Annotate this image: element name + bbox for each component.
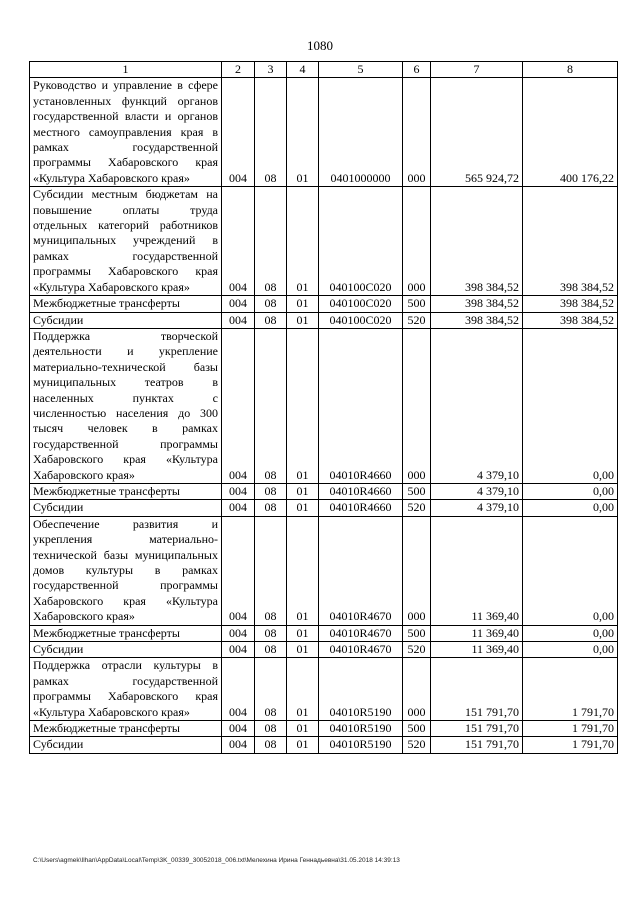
row-c2-cell: 004 (222, 78, 255, 187)
row-c7-cell: 151 791,70 (431, 737, 523, 753)
row-c4-cell: 01 (287, 328, 319, 483)
row-name-cell: Межбюджетные трансферты (30, 625, 222, 641)
row-c5-cell: 04010R5190 (319, 721, 403, 737)
page-number: 1080 (307, 38, 333, 53)
header-cell: 4 (287, 62, 319, 78)
row-c7-cell: 11 369,40 (431, 516, 523, 625)
row-c6-cell: 520 (403, 737, 431, 753)
row-c2-cell: 004 (222, 328, 255, 483)
row-c5-cell: 04010R5190 (319, 658, 403, 721)
row-c5-cell: 04010R4670 (319, 642, 403, 658)
table-row (30, 78, 618, 187)
row-c7-cell: 398 384,52 (431, 296, 523, 312)
row-c7-cell: 11 369,40 (431, 642, 523, 658)
table-row (30, 187, 618, 296)
row-name-cell: Обеспечение развития и укрепления материально-технической базы муниципальных домов культуры в рамках государственной программы Хабаровского края «Культура Хабаровского края» (30, 516, 222, 625)
header-cell: 2 (222, 62, 255, 78)
row-c2-cell: 004 (222, 500, 255, 516)
table-row (30, 737, 618, 753)
row-c2-cell: 004 (222, 658, 255, 721)
row-c4-cell: 01 (287, 658, 319, 721)
row-c8-cell: 1 791,70 (523, 658, 618, 721)
table-row (30, 642, 618, 658)
row-c3-cell: 08 (255, 500, 287, 516)
row-name-cell: Руководство и управление в сфере установленных функций органов государственной власти и органов местного самоуправления края в рамках государственной программы Хабаровского края «Культура Хабаровского края» (30, 78, 222, 187)
row-c3-cell: 08 (255, 328, 287, 483)
row-c2-cell: 004 (222, 296, 255, 312)
row-c3-cell: 08 (255, 296, 287, 312)
row-name-cell: Субсидии (30, 312, 222, 328)
table-row (30, 516, 618, 625)
row-c8-cell: 0,00 (523, 642, 618, 658)
row-c4-cell: 01 (287, 296, 319, 312)
row-c7-cell: 398 384,52 (431, 187, 523, 296)
row-name-cell: Межбюджетные трансферты (30, 721, 222, 737)
row-name-cell: Субсидии местным бюджетам на повышение оплаты труда отдельных категорий работников муниципальных учреждений в рамках государственной программы Хабаровского края «Культура Хабаровского края» (30, 187, 222, 296)
row-c5-cell: 0401000000 (319, 78, 403, 187)
row-c4-cell: 01 (287, 78, 319, 187)
row-c5-cell: 04010R4670 (319, 516, 403, 625)
row-name-cell: Межбюджетные трансферты (30, 296, 222, 312)
row-c4-cell: 01 (287, 737, 319, 753)
row-c6-cell: 000 (403, 78, 431, 187)
row-c2-cell: 004 (222, 516, 255, 625)
row-c6-cell: 500 (403, 721, 431, 737)
table-row (30, 328, 618, 483)
header-cell: 6 (403, 62, 431, 78)
table-row (30, 625, 618, 641)
row-c2-cell: 004 (222, 312, 255, 328)
row-c3-cell: 08 (255, 516, 287, 625)
row-c6-cell: 520 (403, 312, 431, 328)
row-c7-cell: 151 791,70 (431, 658, 523, 721)
row-name-cell: Субсидии (30, 642, 222, 658)
table-row (30, 721, 618, 737)
row-c6-cell: 000 (403, 516, 431, 625)
row-c4-cell: 01 (287, 187, 319, 296)
row-c6-cell: 000 (403, 187, 431, 296)
row-c7-cell: 4 379,10 (431, 328, 523, 483)
row-c6-cell: 500 (403, 296, 431, 312)
row-c8-cell: 0,00 (523, 625, 618, 641)
row-c4-cell: 01 (287, 516, 319, 625)
header-cell: 5 (319, 62, 403, 78)
row-c3-cell: 08 (255, 483, 287, 499)
footer-path: C:\Users\agmek\Ilhan\AppData\Local\Temp\3K_00339_30052018_006.txt\Мелехина Ирина Геннадьевна\31.05.2018 14:39:13 (33, 857, 400, 864)
row-c5-cell: 040100С020 (319, 187, 403, 296)
row-c4-cell: 01 (287, 500, 319, 516)
row-c8-cell: 398 384,52 (523, 296, 618, 312)
row-c8-cell: 0,00 (523, 500, 618, 516)
row-c5-cell: 04010R4660 (319, 500, 403, 516)
header-row (30, 62, 618, 78)
table-row (30, 658, 618, 721)
row-c4-cell: 01 (287, 312, 319, 328)
row-name-cell: Поддержка творческой деятельности и укрепление материально-технической базы муниципальных театров в населенных пунктах с численностью населения до 300 тысяч человек в рамках государственной программы Хабаровского края «Культура Хабаровского края» (30, 328, 222, 483)
row-c6-cell: 000 (403, 658, 431, 721)
row-c4-cell: 01 (287, 625, 319, 641)
budget-table (29, 61, 618, 754)
row-c3-cell: 08 (255, 642, 287, 658)
row-c2-cell: 004 (222, 625, 255, 641)
table-row (30, 296, 618, 312)
row-c3-cell: 08 (255, 721, 287, 737)
row-c5-cell: 04010R5190 (319, 737, 403, 753)
row-c6-cell: 520 (403, 642, 431, 658)
row-c5-cell: 040100С020 (319, 296, 403, 312)
row-c8-cell: 0,00 (523, 516, 618, 625)
row-name-cell: Субсидии (30, 500, 222, 516)
row-c4-cell: 01 (287, 642, 319, 658)
row-c3-cell: 08 (255, 737, 287, 753)
row-c7-cell: 11 369,40 (431, 625, 523, 641)
row-c2-cell: 004 (222, 642, 255, 658)
row-c3-cell: 08 (255, 187, 287, 296)
row-c3-cell: 08 (255, 625, 287, 641)
row-c2-cell: 004 (222, 187, 255, 296)
row-c8-cell: 1 791,70 (523, 721, 618, 737)
row-c6-cell: 500 (403, 483, 431, 499)
header-cell: 8 (523, 62, 618, 78)
row-c2-cell: 004 (222, 721, 255, 737)
table-row (30, 500, 618, 516)
row-c3-cell: 08 (255, 78, 287, 187)
table-row (30, 483, 618, 499)
row-c8-cell: 0,00 (523, 328, 618, 483)
row-name-cell: Поддержка отрасли культуры в рамках государственной программы Хабаровского края «Культура Хабаровского края» (30, 658, 222, 721)
row-c4-cell: 01 (287, 483, 319, 499)
row-c6-cell: 000 (403, 328, 431, 483)
row-c7-cell: 151 791,70 (431, 721, 523, 737)
row-c8-cell: 0,00 (523, 483, 618, 499)
row-c7-cell: 398 384,52 (431, 312, 523, 328)
row-c8-cell: 398 384,52 (523, 187, 618, 296)
row-c3-cell: 08 (255, 658, 287, 721)
row-c4-cell: 01 (287, 721, 319, 737)
row-c5-cell: 04010R4660 (319, 483, 403, 499)
table-body (30, 78, 618, 753)
row-c5-cell: 04010R4670 (319, 625, 403, 641)
row-c6-cell: 520 (403, 500, 431, 516)
row-c2-cell: 004 (222, 737, 255, 753)
row-c8-cell: 400 176,22 (523, 78, 618, 187)
row-c6-cell: 500 (403, 625, 431, 641)
header-cell: 3 (255, 62, 287, 78)
row-c7-cell: 4 379,10 (431, 483, 523, 499)
row-c8-cell: 1 791,70 (523, 737, 618, 753)
row-c2-cell: 004 (222, 483, 255, 499)
header-cell: 7 (431, 62, 523, 78)
row-c7-cell: 565 924,72 (431, 78, 523, 187)
row-c8-cell: 398 384,52 (523, 312, 618, 328)
table-row (30, 312, 618, 328)
row-name-cell: Межбюджетные трансферты (30, 483, 222, 499)
row-c3-cell: 08 (255, 312, 287, 328)
row-c5-cell: 04010R4660 (319, 328, 403, 483)
row-c7-cell: 4 379,10 (431, 500, 523, 516)
header-cell: 1 (30, 62, 222, 78)
row-name-cell: Субсидии (30, 737, 222, 753)
row-c5-cell: 040100С020 (319, 312, 403, 328)
